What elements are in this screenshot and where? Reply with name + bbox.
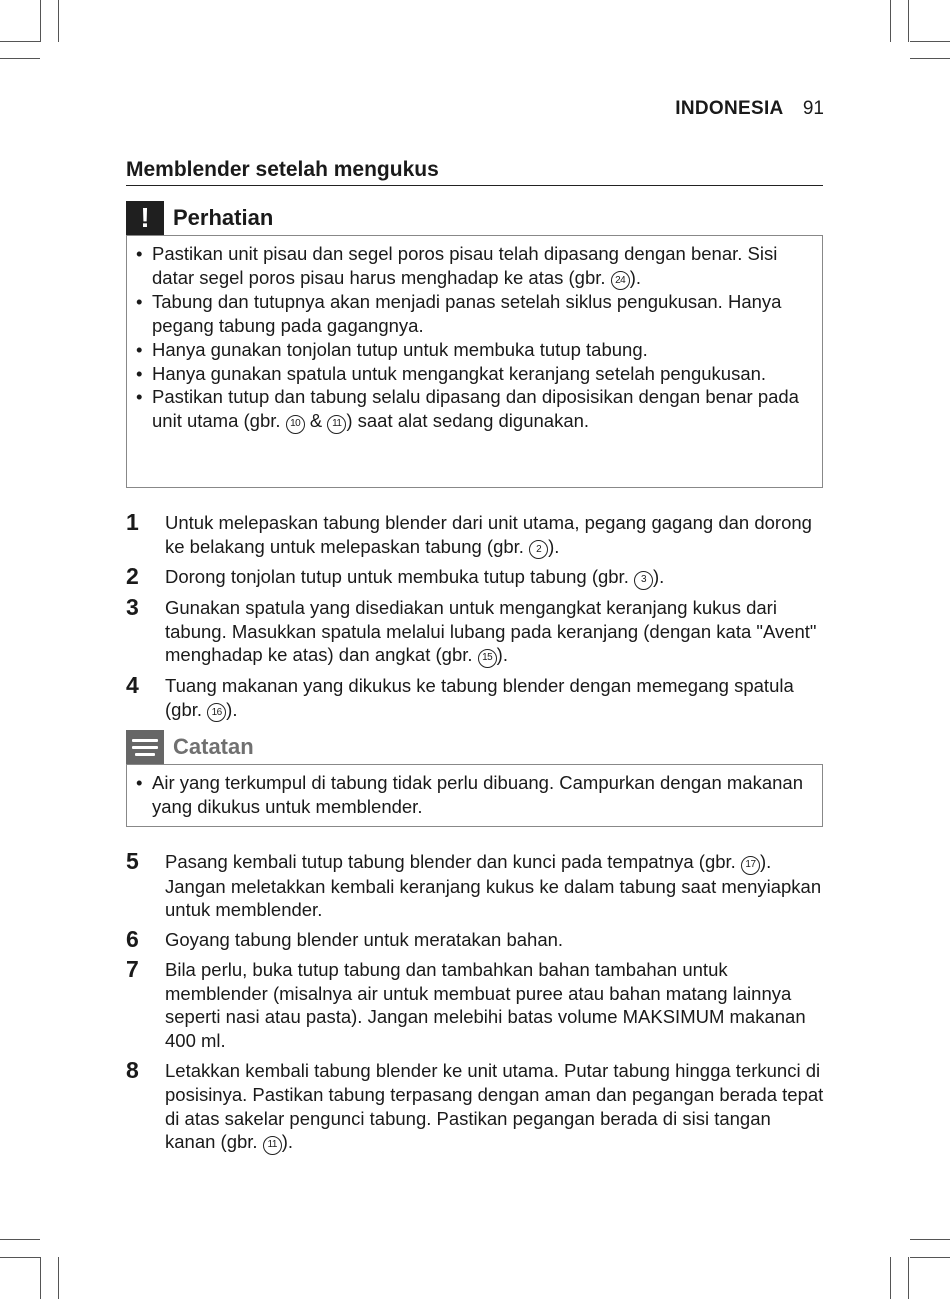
step-text (165, 958, 826, 1053)
bullet-item (136, 362, 812, 386)
step-number: 4 (126, 671, 139, 698)
note-list (136, 771, 812, 819)
language-label: INDONESIA (675, 98, 784, 119)
text-run: Goyang tabung blender untuk meratakan bahan. (165, 929, 564, 951)
text-run: Tabung dan tutupnya akan menjadi panas setelah siklus pengukusan. Hanya pegang tabung pada gagangnya. (152, 291, 782, 337)
page-header (675, 98, 824, 120)
text-run: ). (496, 644, 508, 666)
step-number: 1 (126, 509, 139, 535)
figure-ref: 24 (611, 271, 630, 290)
text-run: ). Jangan meletakkan kembali keranjang kukus ke dalam tabung saat menyiapkan untuk memblender. (165, 851, 822, 921)
step-number: 2 (126, 563, 139, 590)
crop-mark (0, 41, 40, 42)
step-text (165, 1059, 826, 1155)
bullet-item (136, 385, 812, 433)
crop-mark (910, 58, 950, 59)
step-item (126, 593, 826, 668)
step-number: 8 (126, 1057, 139, 1084)
text-run: ). (548, 535, 560, 557)
crop-mark (58, 1257, 59, 1299)
step-number: 5 (126, 848, 139, 874)
step-text (165, 928, 826, 952)
crop-mark (890, 1257, 891, 1299)
text-run: Dorong tonjolan tutup untuk membuka tutup tabung (gbr. (165, 566, 634, 588)
section-title: Memblender setelah mengukus (126, 156, 823, 186)
crop-mark (0, 1257, 40, 1258)
step-number: 7 (126, 955, 139, 982)
step-item (126, 511, 826, 559)
figure-ref: 17 (741, 856, 760, 875)
text-run: ). (652, 566, 665, 588)
bullet-item (136, 338, 812, 362)
text-run: ) saat alat sedang digunakan. (346, 410, 590, 432)
step-number: 6 (126, 926, 139, 953)
step-item (126, 1059, 826, 1155)
step-number: 3 (126, 593, 139, 620)
crop-mark (40, 0, 41, 42)
caution-header (126, 201, 273, 235)
text-run: & (304, 410, 328, 432)
step-item (126, 928, 826, 952)
step-item (126, 565, 826, 590)
crop-mark (910, 1239, 950, 1240)
crop-mark (908, 0, 909, 42)
text-run: ). (629, 266, 641, 288)
figure-ref: 16 (207, 703, 226, 722)
figure-ref: 10 (286, 415, 305, 434)
caution-box (126, 235, 823, 488)
note-box (126, 764, 823, 827)
text-run: Air yang terkumpul di tabung tidak perlu dibuang. Campurkan dengan makanan yang dikukus untuk memblender. (152, 772, 803, 817)
bullet-item (136, 290, 812, 338)
crop-mark (0, 1239, 40, 1240)
step-item (126, 671, 826, 722)
page-number: 91 (802, 98, 824, 119)
figure-ref: 11 (263, 1136, 282, 1155)
figure-ref: 3 (634, 571, 653, 590)
caution-list (136, 242, 812, 434)
step-item (126, 850, 826, 922)
text-run: Pastikan tutup dan tabung selalu dipasang dan diposisikan dengan benar pada unit utama (gbr. (152, 386, 799, 432)
bullet-item (136, 771, 812, 819)
note-label: Catatan (173, 734, 254, 759)
caution-label: Perhatian (173, 205, 274, 230)
steps-list-second (126, 850, 826, 1161)
text-run: Pasang kembali tutup tabung blender dan kunci pada tempatnya (gbr. (165, 851, 741, 872)
bullet-item (136, 242, 812, 290)
text-run: Untuk melepaskan tabung blender dari unit utama, pegang gagang dan dorong ke belakang untuk melepaskan tabung (gbr. (165, 512, 812, 557)
exclamation-icon: ! (126, 201, 164, 235)
crop-mark (58, 0, 59, 42)
crop-mark (910, 41, 950, 42)
crop-mark (910, 1257, 950, 1258)
step-text (165, 850, 826, 922)
step-item (126, 955, 826, 1053)
step-text (165, 565, 826, 590)
figure-ref: 2 (529, 540, 548, 559)
crop-mark (890, 0, 891, 42)
text-run: Bila perlu, buka tutup tabung dan tambahkan bahan tambahan untuk memblender (misalnya air untuk membuat puree atau bahan matang lainnya seperti nasi atau pasta). Jangan melebihi batas volume MAKSIMUM makanan 400 ml. (165, 958, 806, 1052)
text-run: ). (226, 698, 238, 720)
figure-ref: 15 (478, 649, 497, 668)
step-text (165, 511, 826, 559)
note-lines-icon (126, 730, 164, 764)
text-run: ). (281, 1131, 294, 1153)
crop-mark (908, 1257, 909, 1299)
note-header (126, 730, 254, 764)
crop-mark (40, 1257, 41, 1299)
steps-list-first (126, 511, 826, 728)
text-run: Gunakan spatula yang disediakan untuk mengangkat keranjang kukus dari tabung. Masukkan spatula melalui lubang pada keranjang (dengan kata "Avent" menghadap ke atas) dan angkat (gbr. (165, 596, 817, 666)
step-text (165, 596, 826, 668)
crop-mark (0, 58, 40, 59)
text-run: Letakkan kembali tabung blender ke unit utama. Putar tabung hingga terkunci di posisinya. Pastikan tabung terpasang dengan aman dan pegangan berada tepat di atas sakelar pengunci tabung. Pastikan pegangan berada di sisi tangan kanan (gbr. (165, 1060, 824, 1153)
text-run: Hanya gunakan spatula untuk mengangkat keranjang setelah pengukusan. (152, 362, 767, 384)
text-run: Pastikan unit pisau dan segel poros pisau telah dipasang dengan benar. Sisi datar segel poros pisau harus menghadap ke atas (gbr. (152, 243, 778, 288)
figure-ref: 11 (327, 415, 346, 434)
text-run: Hanya gunakan tonjolan tutup untuk membuka tutup tabung. (152, 338, 648, 360)
text-run: Tuang makanan yang dikukus ke tabung blender dengan memegang spatula (gbr. (165, 674, 794, 720)
step-text (165, 674, 826, 722)
